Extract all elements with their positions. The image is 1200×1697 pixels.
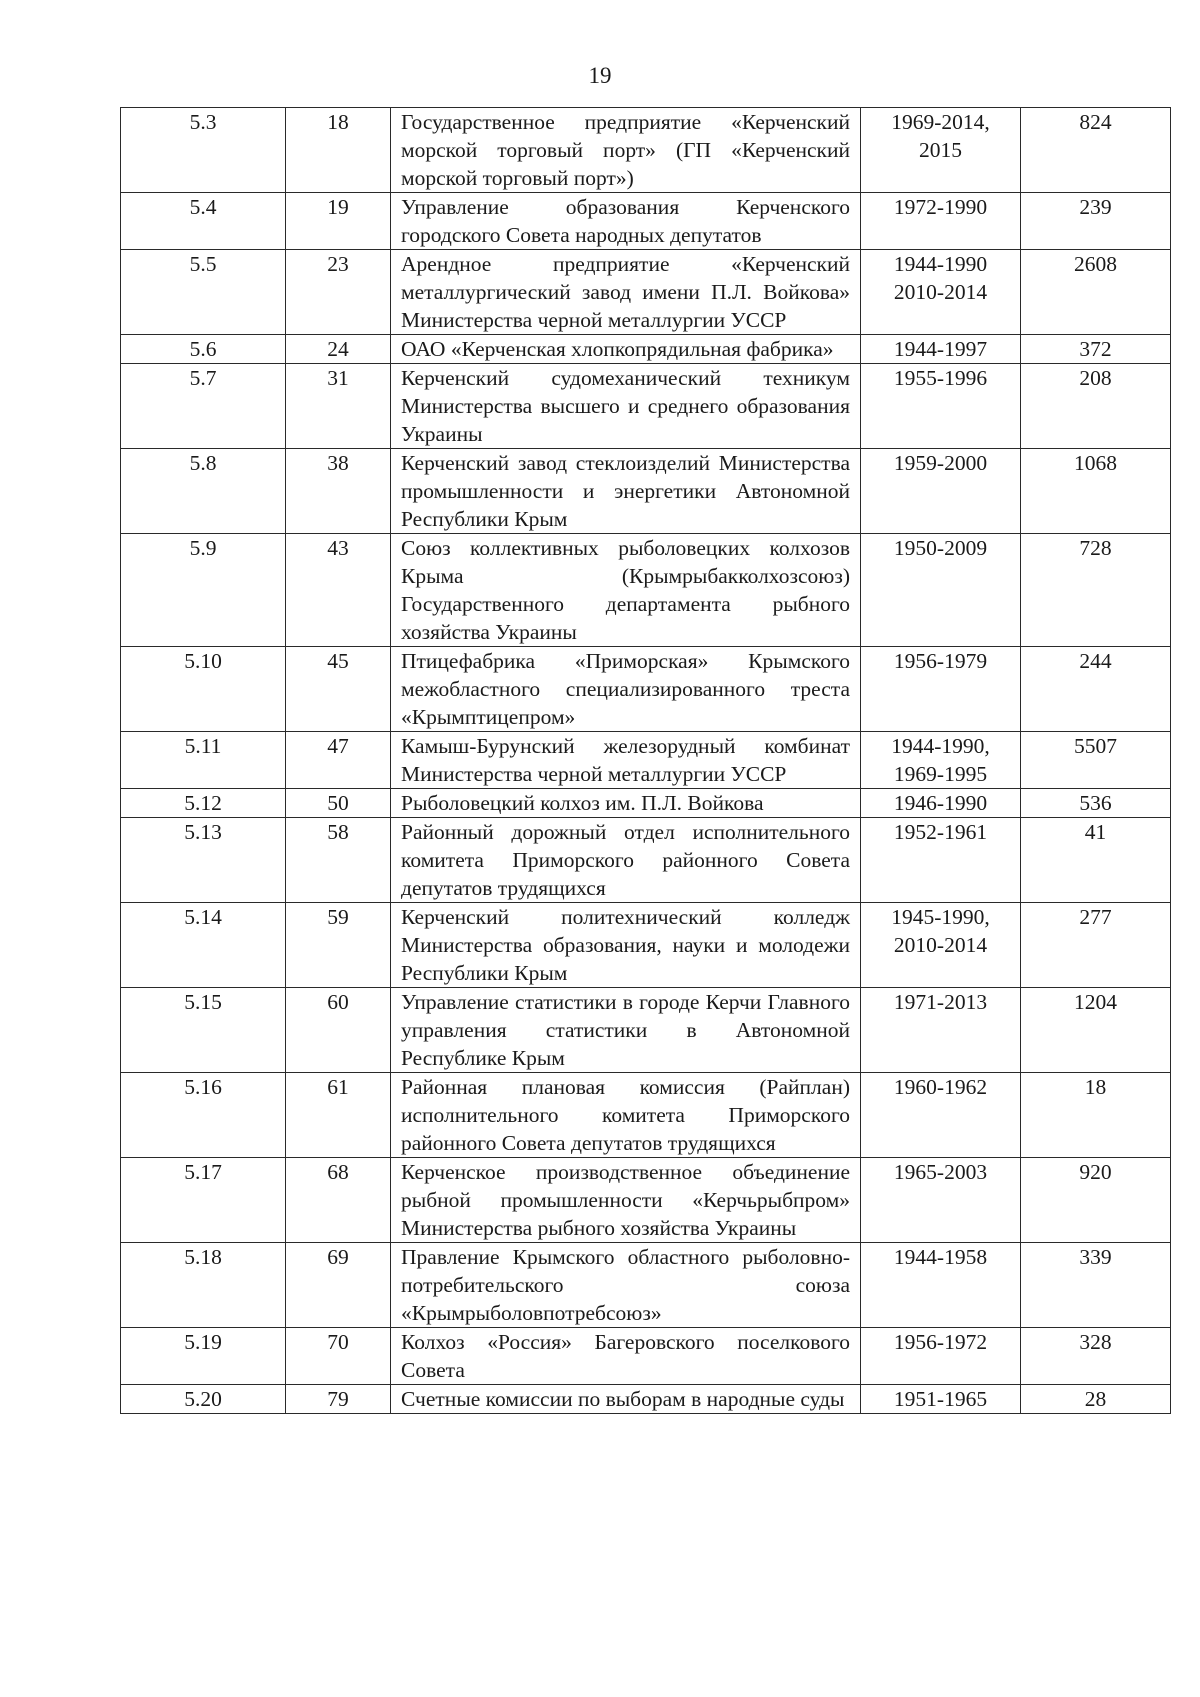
- table-row: [121, 903, 1171, 988]
- row-number-cell: 5.10: [121, 647, 286, 732]
- storage-units-cell: 372: [1021, 335, 1171, 364]
- table-body: [121, 108, 1171, 1414]
- fund-number-cell: 24: [286, 335, 391, 364]
- table-row: [121, 1243, 1171, 1328]
- storage-units-cell: 41: [1021, 818, 1171, 903]
- table-row: [121, 1158, 1171, 1243]
- fund-name-cell: Районный дорожный отдел исполнительного комитета Приморского районного Совета депутатов трудящихся: [391, 818, 861, 903]
- fund-name-cell: Птицефабрика «Приморская» Крымского межобластного специализированного треста «Крымптицепром»: [391, 647, 861, 732]
- row-number-cell: 5.18: [121, 1243, 286, 1328]
- fund-number-cell: 43: [286, 534, 391, 647]
- row-number-cell: 5.16: [121, 1073, 286, 1158]
- storage-units-cell: 244: [1021, 647, 1171, 732]
- date-range-cell: 1969-2014, 2015: [861, 108, 1021, 193]
- fund-name-cell: Счетные комиссии по выборам в народные суды: [391, 1385, 861, 1414]
- table-row: [121, 193, 1171, 250]
- fund-number-cell: 59: [286, 903, 391, 988]
- table-row: [121, 988, 1171, 1073]
- row-number-cell: 5.20: [121, 1385, 286, 1414]
- storage-units-cell: 208: [1021, 364, 1171, 449]
- row-number-cell: 5.8: [121, 449, 286, 534]
- fund-name-cell: Государственное предприятие «Керченский морской торговый порт» (ГП «Керченский морской торговый порт»): [391, 108, 861, 193]
- fund-number-cell: 50: [286, 789, 391, 818]
- table-row: [121, 647, 1171, 732]
- fund-number-cell: 31: [286, 364, 391, 449]
- table-row: [121, 364, 1171, 449]
- fund-name-cell: Керченский судомеханический техникум Министерства высшего и среднего образования Украины: [391, 364, 861, 449]
- row-number-cell: 5.14: [121, 903, 286, 988]
- row-number-cell: 5.9: [121, 534, 286, 647]
- date-range-cell: 1946-1990: [861, 789, 1021, 818]
- table-row: [121, 1385, 1171, 1414]
- fund-number-cell: 23: [286, 250, 391, 335]
- row-number-cell: 5.12: [121, 789, 286, 818]
- fund-name-cell: Керченский завод стеклоизделий Министерства промышленности и энергетики Автономной Республики Крым: [391, 449, 861, 534]
- fund-number-cell: 18: [286, 108, 391, 193]
- table-row: [121, 534, 1171, 647]
- fund-name-cell: Керченское производственное объединение рыбной промышленности «Керчьрыбпром» Министерства рыбного хозяйства Украины: [391, 1158, 861, 1243]
- storage-units-cell: 277: [1021, 903, 1171, 988]
- fund-name-cell: Союз коллективных рыболовецких колхозов Крыма (Крымрыбакколхозсоюз) Государственного департамента рыбного хозяйства Украины: [391, 534, 861, 647]
- page-number: 19: [588, 63, 612, 88]
- date-range-cell: 1944-1958: [861, 1243, 1021, 1328]
- fund-number-cell: 19: [286, 193, 391, 250]
- date-range-cell: 1955-1996: [861, 364, 1021, 449]
- date-range-cell: 1972-1990: [861, 193, 1021, 250]
- storage-units-cell: 824: [1021, 108, 1171, 193]
- storage-units-cell: 1204: [1021, 988, 1171, 1073]
- storage-units-cell: 239: [1021, 193, 1171, 250]
- row-number-cell: 5.7: [121, 364, 286, 449]
- date-range-cell: 1945-1990, 2010-2014: [861, 903, 1021, 988]
- fund-number-cell: 45: [286, 647, 391, 732]
- fund-number-cell: 69: [286, 1243, 391, 1328]
- table-row: [121, 1328, 1171, 1385]
- fund-name-cell: ОАО «Керченская хлопкопрядильная фабрика»: [391, 335, 861, 364]
- storage-units-cell: 28: [1021, 1385, 1171, 1414]
- fund-number-cell: 38: [286, 449, 391, 534]
- table-row: [121, 1073, 1171, 1158]
- storage-units-cell: 728: [1021, 534, 1171, 647]
- storage-units-cell: 2608: [1021, 250, 1171, 335]
- fund-number-cell: 70: [286, 1328, 391, 1385]
- fund-number-cell: 60: [286, 988, 391, 1073]
- date-range-cell: 1952-1961: [861, 818, 1021, 903]
- row-number-cell: 5.5: [121, 250, 286, 335]
- date-range-cell: 1944-1997: [861, 335, 1021, 364]
- date-range-cell: 1951-1965: [861, 1385, 1021, 1414]
- table-row: [121, 732, 1171, 789]
- fund-number-cell: 61: [286, 1073, 391, 1158]
- row-number-cell: 5.11: [121, 732, 286, 789]
- fund-name-cell: Колхоз «Россия» Багеровского поселкового Совета: [391, 1328, 861, 1385]
- row-number-cell: 5.17: [121, 1158, 286, 1243]
- fund-number-cell: 68: [286, 1158, 391, 1243]
- storage-units-cell: 920: [1021, 1158, 1171, 1243]
- storage-units-cell: 339: [1021, 1243, 1171, 1328]
- storage-units-cell: 18: [1021, 1073, 1171, 1158]
- storage-units-cell: 5507: [1021, 732, 1171, 789]
- fund-number-cell: 79: [286, 1385, 391, 1414]
- fund-name-cell: Управление образования Керченского городского Совета народных депутатов: [391, 193, 861, 250]
- storage-units-cell: 328: [1021, 1328, 1171, 1385]
- archive-fund-table: [120, 107, 1171, 1414]
- fund-number-cell: 58: [286, 818, 391, 903]
- fund-name-cell: Районная плановая комиссия (Райплан) исполнительного комитета Приморского районного Совета депутатов трудящихся: [391, 1073, 861, 1158]
- row-number-cell: 5.6: [121, 335, 286, 364]
- date-range-cell: 1944-1990 2010-2014: [861, 250, 1021, 335]
- table-row: [121, 449, 1171, 534]
- fund-name-cell: Камыш-Бурунский железорудный комбинат Министерства черной металлургии УССР: [391, 732, 861, 789]
- date-range-cell: 1944-1990, 1969-1995: [861, 732, 1021, 789]
- row-number-cell: 5.15: [121, 988, 286, 1073]
- fund-number-cell: 47: [286, 732, 391, 789]
- date-range-cell: 1965-2003: [861, 1158, 1021, 1243]
- fund-name-cell: Арендное предприятие «Керченский металлургический завод имени П.Л. Войкова» Министерства черной металлургии УССР: [391, 250, 861, 335]
- storage-units-cell: 1068: [1021, 449, 1171, 534]
- row-number-cell: 5.3: [121, 108, 286, 193]
- fund-name-cell: Рыболовецкий колхоз им. П.Л. Войкова: [391, 789, 861, 818]
- date-range-cell: 1959-2000: [861, 449, 1021, 534]
- fund-name-cell: Керченский политехнический колледж Министерства образования, науки и молодежи Республики Крым: [391, 903, 861, 988]
- table-row: [121, 818, 1171, 903]
- row-number-cell: 5.4: [121, 193, 286, 250]
- date-range-cell: 1960-1962: [861, 1073, 1021, 1158]
- fund-name-cell: Управление статистики в городе Керчи Главного управления статистики в Автономной Республике Крым: [391, 988, 861, 1073]
- table-row: [121, 250, 1171, 335]
- table-row: [121, 789, 1171, 818]
- row-number-cell: 5.19: [121, 1328, 286, 1385]
- row-number-cell: 5.13: [121, 818, 286, 903]
- date-range-cell: 1971-2013: [861, 988, 1021, 1073]
- date-range-cell: 1956-1972: [861, 1328, 1021, 1385]
- fund-name-cell: Правление Крымского областного рыболовно-потребительского союза «Крымрыболовпотребсоюз»: [391, 1243, 861, 1328]
- storage-units-cell: 536: [1021, 789, 1171, 818]
- date-range-cell: 1950-2009: [861, 534, 1021, 647]
- date-range-cell: 1956-1979: [861, 647, 1021, 732]
- table-row: [121, 335, 1171, 364]
- table-row: [121, 108, 1171, 193]
